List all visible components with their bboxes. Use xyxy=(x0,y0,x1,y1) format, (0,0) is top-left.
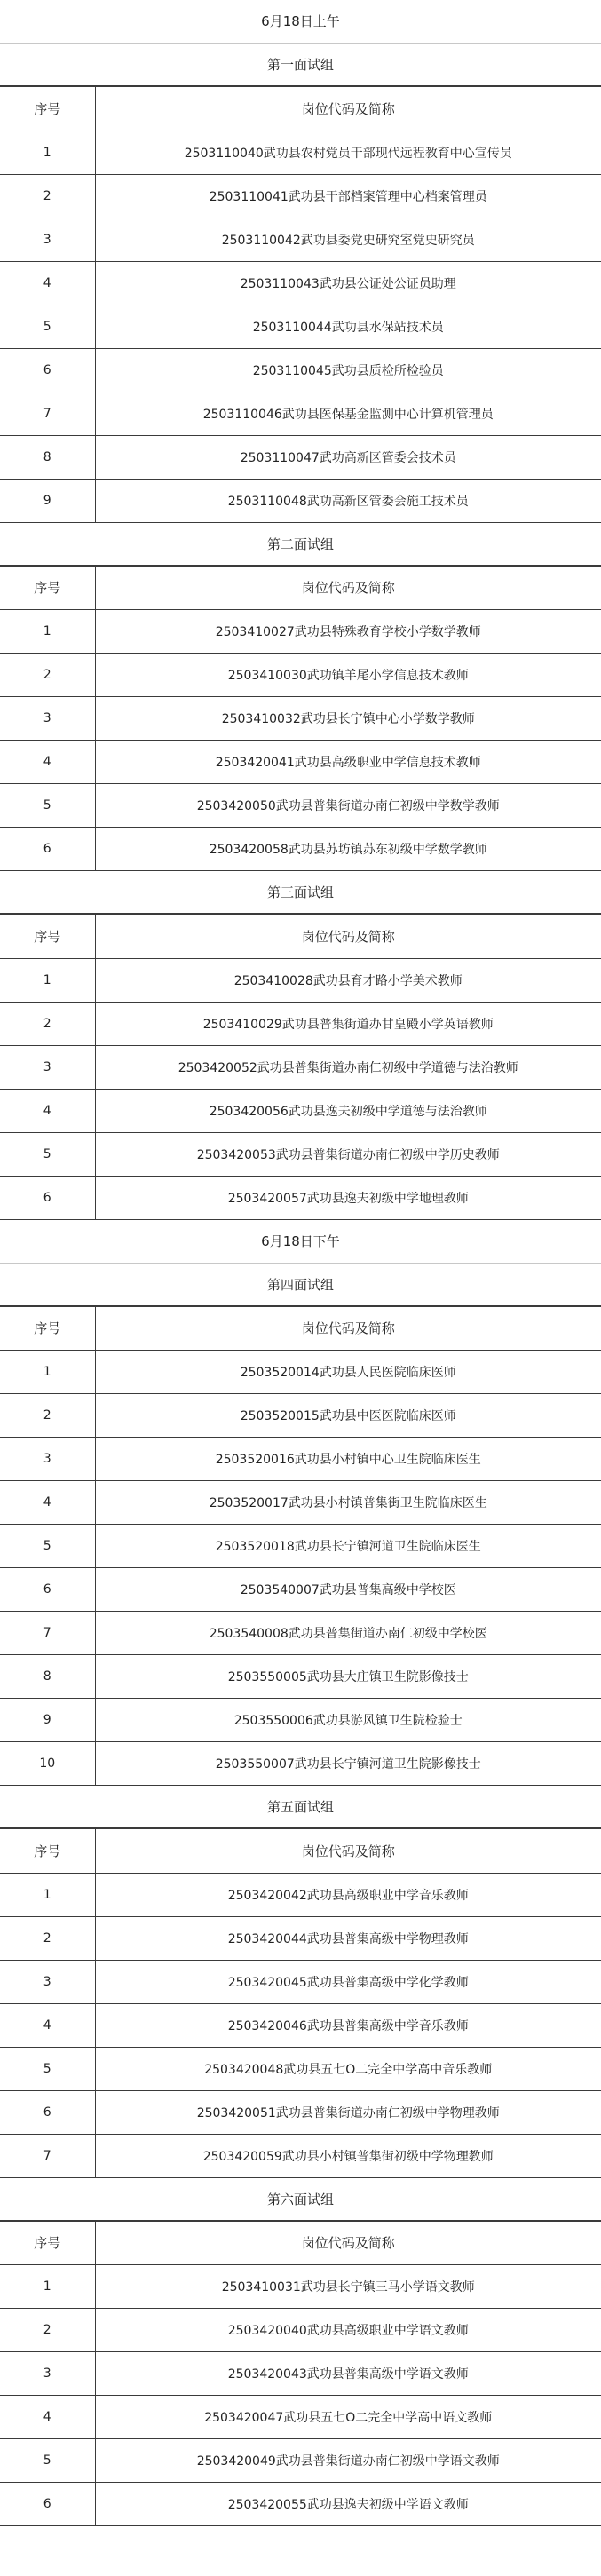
row-number: 2 xyxy=(0,174,95,218)
row-number: 4 xyxy=(0,261,95,305)
row-position: 2503110044武功县水保站技术员 xyxy=(95,305,601,348)
row-position: 2503110048武功高新区管委会施工技术员 xyxy=(95,479,601,522)
row-position: 2503520017武功县小村镇普集街卫生院临床医生 xyxy=(95,1481,601,1525)
row-position: 2503420057武功县逸夫初级中学地理教师 xyxy=(95,1176,601,1219)
group-title: 第一面试组 xyxy=(0,44,601,87)
row-number: 1 xyxy=(0,131,95,174)
row-number: 1 xyxy=(0,1351,95,1394)
table-row xyxy=(0,828,601,871)
table-row xyxy=(0,2352,601,2396)
table-row xyxy=(0,1089,601,1132)
session-title: 6月18日上午 xyxy=(0,0,601,44)
row-number: 5 xyxy=(0,784,95,828)
row-number: 3 xyxy=(0,1960,95,2003)
table-row xyxy=(0,2003,601,2047)
row-number: 9 xyxy=(0,479,95,522)
row-position: 2503110045武功县质检所检验员 xyxy=(95,348,601,392)
row-number: 4 xyxy=(0,2396,95,2439)
group-table xyxy=(0,2222,601,2527)
row-position: 2503420049武功县普集街道办南仁初级中学语文教师 xyxy=(95,2439,601,2483)
row-number: 5 xyxy=(0,2439,95,2483)
group-title: 第二面试组 xyxy=(0,523,601,567)
table-row xyxy=(0,2309,601,2352)
row-number: 4 xyxy=(0,1089,95,1132)
table-row xyxy=(0,1655,601,1699)
row-position: 2503420042武功县高级职业中学音乐教师 xyxy=(95,1873,601,1916)
table-row xyxy=(0,1481,601,1525)
table-row xyxy=(0,392,601,435)
table-row xyxy=(0,2439,601,2483)
table-row xyxy=(0,1612,601,1655)
row-position: 2503110042武功县委党史研究室党史研究员 xyxy=(95,218,601,261)
group-table xyxy=(0,915,601,1220)
table-header-row xyxy=(0,2222,601,2265)
table-row xyxy=(0,1916,601,1960)
header-no: 序号 xyxy=(0,87,95,131)
row-number: 7 xyxy=(0,392,95,435)
row-number: 10 xyxy=(0,1742,95,1786)
row-position: 2503410029武功县普集街道办甘皇殿小学英语教师 xyxy=(95,1002,601,1045)
row-number: 9 xyxy=(0,1699,95,1742)
table-row xyxy=(0,2134,601,2177)
row-position: 2503410031武功县长宁镇三马小学语文教师 xyxy=(95,2265,601,2309)
header-position: 岗位代码及简称 xyxy=(95,1829,601,1873)
table-header-row xyxy=(0,915,601,958)
row-number: 3 xyxy=(0,218,95,261)
row-position: 2503420050武功县普集街道办南仁初级中学数学教师 xyxy=(95,784,601,828)
table-row xyxy=(0,348,601,392)
row-position: 2503420052武功县普集街道办南仁初级中学道德与法治教师 xyxy=(95,1045,601,1089)
row-position: 2503420046武功县普集高级中学音乐教师 xyxy=(95,2003,601,2047)
table-row xyxy=(0,610,601,654)
row-number: 5 xyxy=(0,1525,95,1568)
table-row xyxy=(0,1045,601,1089)
row-position: 2503410027武功县特殊教育学校小学数学教师 xyxy=(95,610,601,654)
table-row xyxy=(0,741,601,784)
row-position: 2503550006武功县游风镇卫生院检验士 xyxy=(95,1699,601,1742)
table-row xyxy=(0,1742,601,1786)
group-title: 第三面试组 xyxy=(0,871,601,915)
table-row xyxy=(0,654,601,697)
row-position: 2503410028武功县育才路小学美术教师 xyxy=(95,958,601,1002)
row-number: 5 xyxy=(0,1132,95,1176)
row-position: 2503420053武功县普集街道办南仁初级中学历史教师 xyxy=(95,1132,601,1176)
row-number: 7 xyxy=(0,1612,95,1655)
row-number: 6 xyxy=(0,1176,95,1219)
table-row xyxy=(0,435,601,479)
row-number: 6 xyxy=(0,2483,95,2526)
row-position: 2503410032武功县长宁镇中心小学数学教师 xyxy=(95,697,601,741)
table-row xyxy=(0,1438,601,1481)
row-position: 2503420044武功县普集高级中学物理教师 xyxy=(95,1916,601,1960)
header-position: 岗位代码及简称 xyxy=(95,2222,601,2265)
group-table xyxy=(0,1307,601,1787)
row-number: 2 xyxy=(0,1394,95,1438)
row-position: 2503520018武功县长宁镇河道卫生院临床医生 xyxy=(95,1525,601,1568)
table-row xyxy=(0,1960,601,2003)
row-number: 6 xyxy=(0,2090,95,2134)
row-number: 5 xyxy=(0,2047,95,2090)
header-no: 序号 xyxy=(0,1307,95,1351)
row-position: 2503540008武功县普集街道办南仁初级中学校医 xyxy=(95,1612,601,1655)
header-position: 岗位代码及简称 xyxy=(95,567,601,610)
row-number: 2 xyxy=(0,1002,95,1045)
row-position: 2503550005武功县大庄镇卫生院影像技士 xyxy=(95,1655,601,1699)
group-title: 第四面试组 xyxy=(0,1264,601,1307)
table-row xyxy=(0,1351,601,1394)
table-row xyxy=(0,1002,601,1045)
group-table xyxy=(0,567,601,872)
table-row xyxy=(0,174,601,218)
session-title: 6月18日下午 xyxy=(0,1220,601,1264)
row-position: 2503420047武功县五七O二完全中学高中语文教师 xyxy=(95,2396,601,2439)
row-position: 2503420043武功县普集高级中学语文教师 xyxy=(95,2352,601,2396)
row-number: 8 xyxy=(0,1655,95,1699)
row-position: 2503420048武功县五七O二完全中学高中音乐教师 xyxy=(95,2047,601,2090)
table-row xyxy=(0,958,601,1002)
table-row xyxy=(0,1176,601,1219)
header-no: 序号 xyxy=(0,2222,95,2265)
table-row xyxy=(0,2265,601,2309)
table-row xyxy=(0,1873,601,1916)
table-row xyxy=(0,2047,601,2090)
header-no: 序号 xyxy=(0,915,95,958)
row-number: 5 xyxy=(0,305,95,348)
header-no: 序号 xyxy=(0,1829,95,1873)
table-header-row xyxy=(0,87,601,131)
row-position: 2503110041武功县干部档案管理中心档案管理员 xyxy=(95,174,601,218)
row-position: 2503420041武功县高级职业中学信息技术教师 xyxy=(95,741,601,784)
row-number: 2 xyxy=(0,2309,95,2352)
row-position: 2503420045武功县普集高级中学化学教师 xyxy=(95,1960,601,2003)
table-row xyxy=(0,2483,601,2526)
table-row xyxy=(0,261,601,305)
group-table xyxy=(0,87,601,523)
row-number: 7 xyxy=(0,2134,95,2177)
header-position: 岗位代码及简称 xyxy=(95,915,601,958)
row-number: 6 xyxy=(0,1568,95,1612)
table-row xyxy=(0,1568,601,1612)
table-row xyxy=(0,784,601,828)
row-number: 3 xyxy=(0,697,95,741)
row-number: 1 xyxy=(0,1873,95,1916)
row-number: 3 xyxy=(0,1438,95,1481)
row-position: 2503420059武功县小村镇普集街初级中学物理教师 xyxy=(95,2134,601,2177)
row-number: 3 xyxy=(0,2352,95,2396)
table-row xyxy=(0,218,601,261)
table-row xyxy=(0,2090,601,2134)
table-row xyxy=(0,2396,601,2439)
table-row xyxy=(0,479,601,522)
row-position: 2503110046武功县医保基金监测中心计算机管理员 xyxy=(95,392,601,435)
header-position: 岗位代码及简称 xyxy=(95,87,601,131)
row-position: 2503110047武功高新区管委会技术员 xyxy=(95,435,601,479)
row-position: 2503420058武功县苏坊镇苏东初级中学数学教师 xyxy=(95,828,601,871)
row-number: 4 xyxy=(0,741,95,784)
table-row xyxy=(0,697,601,741)
table-header-row xyxy=(0,567,601,610)
row-number: 2 xyxy=(0,1916,95,1960)
row-number: 6 xyxy=(0,348,95,392)
row-position: 2503520016武功县小村镇中心卫生院临床医生 xyxy=(95,1438,601,1481)
row-position: 2503420056武功县逸夫初级中学道德与法治教师 xyxy=(95,1089,601,1132)
table-header-row xyxy=(0,1829,601,1873)
row-position: 2503550007武功县长宁镇河道卫生院影像技士 xyxy=(95,1742,601,1786)
header-no: 序号 xyxy=(0,567,95,610)
row-position: 2503410030武功镇羊尾小学信息技术教师 xyxy=(95,654,601,697)
group-title: 第六面试组 xyxy=(0,2178,601,2222)
row-position: 2503540007武功县普集高级中学校医 xyxy=(95,1568,601,1612)
row-number: 1 xyxy=(0,610,95,654)
row-position: 2503520015武功县中医医院临床医师 xyxy=(95,1394,601,1438)
row-number: 4 xyxy=(0,2003,95,2047)
row-number: 6 xyxy=(0,828,95,871)
table-row xyxy=(0,305,601,348)
row-position: 2503110040武功县农村党员干部现代远程教育中心宣传员 xyxy=(95,131,601,174)
row-number: 4 xyxy=(0,1481,95,1525)
table-row xyxy=(0,1394,601,1438)
row-number: 2 xyxy=(0,654,95,697)
row-number: 3 xyxy=(0,1045,95,1089)
row-position: 2503420040武功县高级职业中学语文教师 xyxy=(95,2309,601,2352)
group-title: 第五面试组 xyxy=(0,1786,601,1829)
row-position: 2503110043武功县公证处公证员助理 xyxy=(95,261,601,305)
row-number: 8 xyxy=(0,435,95,479)
row-position: 2503420051武功县普集街道办南仁初级中学物理教师 xyxy=(95,2090,601,2134)
row-number: 1 xyxy=(0,958,95,1002)
table-row xyxy=(0,131,601,174)
table-row xyxy=(0,1699,601,1742)
table-row xyxy=(0,1525,601,1568)
group-table xyxy=(0,1829,601,2178)
table-header-row xyxy=(0,1307,601,1351)
header-position: 岗位代码及简称 xyxy=(95,1307,601,1351)
row-position: 2503420055武功县逸夫初级中学语文教师 xyxy=(95,2483,601,2526)
row-number: 1 xyxy=(0,2265,95,2309)
row-position: 2503520014武功县人民医院临床医师 xyxy=(95,1351,601,1394)
table-row xyxy=(0,1132,601,1176)
